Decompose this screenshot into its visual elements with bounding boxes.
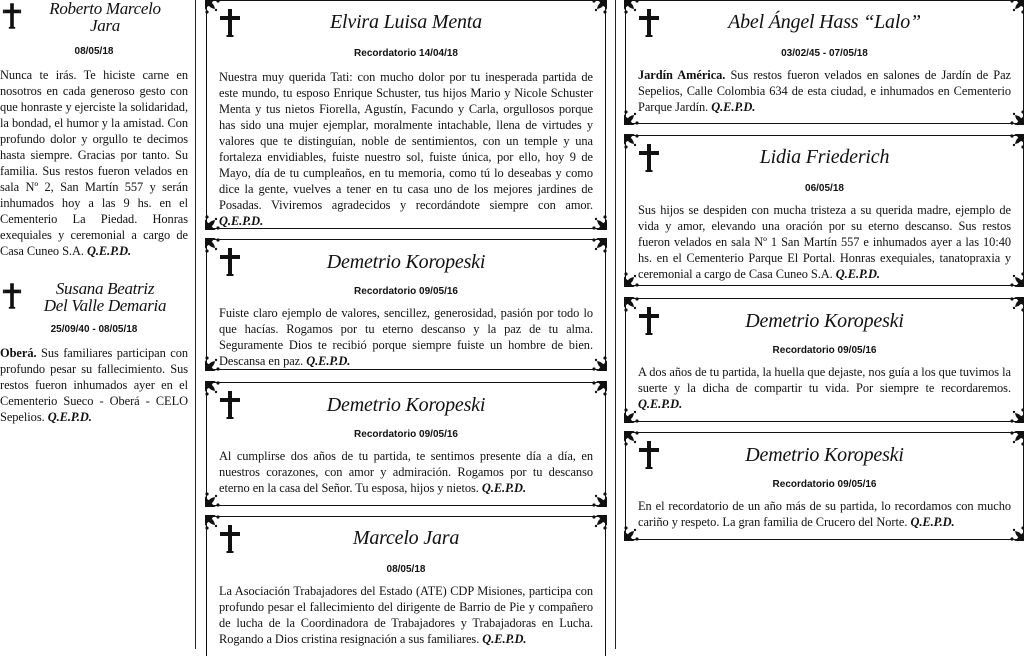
corner-ornament-icon	[1006, 268, 1024, 288]
corner-ornament-icon	[623, 106, 643, 126]
corner-ornament-icon	[588, 237, 608, 257]
corner-ornament-icon	[588, 352, 608, 372]
cross-icon	[638, 307, 660, 335]
obituary-marcelo-jara-ate	[206, 516, 606, 656]
corner-ornament-icon	[1006, 0, 1024, 18]
notice-text: Nunca te irás. Te hiciste carne en nosotros en cada generoso gesto con que honraste y ejerciste la solidaridad, la bondad, el humor y la amistad. Con profundo dolor y orgullo te decimos hasta siempre. Gracias por tanto. Su familia. Sus restos fueron velados en sala Nº 2, San Martín 557 y serán inhumados hoy a las 9 hs. en el Cementerio La Piedad. Honras exequiales y ceremonial a cargo de Casa Cuneo S.A. Q.E.P.D.	[0, 68, 188, 258]
deceased-name: Lidia Friederich	[759, 146, 890, 168]
obituary-lidia-friederich	[625, 135, 1024, 286]
corner-ornament-icon	[1006, 404, 1024, 424]
obituary-elvira-menta	[206, 0, 606, 229]
cross-icon	[219, 391, 241, 419]
notice-date: 08/05/18	[386, 564, 426, 575]
deceased-name: Elvira Luisa Menta	[330, 11, 482, 33]
notice-text: Jardín América. Sus restos fueron velados en salones de Jardín de Paz Sepelios, Calle Colombia 634 de esta ciudad, e inhumados en Cementerio Parque Jardín. Q.E.P.D.	[638, 68, 1011, 114]
deceased-name: Roberto Marcelo Jara	[49, 0, 161, 35]
corner-ornament-icon	[588, 0, 608, 18]
deceased-name: Susana Beatriz Del Valle Demaria	[43, 279, 167, 315]
deceased-name: Demetrio Koropeski	[326, 394, 486, 416]
notice-text: Oberá. Sus familiares participan con profundo pesar su fallecimiento. Sus restos fueron inhumados ayer en el Cementerio Sueco - Oberá - CELO Sepelios. Q.E.P.D.	[0, 346, 188, 424]
notice-text: A dos años de tu partida, la huella que dejaste, nos guía a los que tuvimos la suerte y la dicha de compartir tu vida. Por siempre te recordaremos. Q.E.P.D.	[638, 365, 1011, 411]
cross-icon	[219, 9, 241, 37]
corner-ornament-icon	[588, 211, 608, 231]
deceased-name: Demetrio Koropeski	[745, 310, 904, 332]
obituary-susana-demaria	[0, 280, 188, 425]
corner-ornament-icon	[1006, 133, 1024, 153]
corner-ornament-icon	[204, 211, 224, 231]
deceased-name: Demetrio Koropeski	[745, 444, 904, 466]
column-rule-left	[195, 0, 196, 649]
notice-date: Recordatorio 14/04/18	[354, 48, 458, 59]
deceased-name: Demetrio Koropeski	[326, 251, 486, 273]
notice-date: 03/02/45 - 07/05/18	[781, 48, 868, 59]
obituary-roberto-jara	[0, 0, 188, 268]
corner-ornament-icon	[204, 488, 224, 508]
notice-date: Recordatorio 09/05/16	[772, 345, 877, 356]
notice-text: Nuestra muy querida Tati: con mucho dolor por tu inesperada partida de este mundo, tu esposo Enrique Schuster, tus hijos Mario y Nicole Schuster Menta y tus nietos Fiorella, Agustín, Facundo y Carla, orgullosos porque has sido una mujer ejemplar, moralmente intachable, llena de virtudes y valores que te distinguían, noble de sentimientos, con un temple y una fortaleza envidiables, fuiste nuestro sol, fuiste única, por ello, hoy 9 de Mayo, día de tu cumpleaños, en tu memoria, como tú lo deseabas y como dice la gente, vuelves a tener en tu casa uno de los mejores jardines de Posadas. Viviremos agradecidos y recordándote siempre con amor. Q.E.P.D.	[219, 70, 593, 228]
corner-ornament-icon	[588, 514, 608, 534]
cross-icon	[219, 248, 241, 276]
notice-date: Recordatorio 09/05/16	[354, 286, 458, 297]
corner-ornament-icon	[623, 268, 643, 288]
corner-ornament-icon	[623, 522, 643, 542]
notice-date: Recordatorio 09/05/16	[354, 429, 458, 440]
notice-text: Sus hijos se despiden con mucha tristeza a su querida madre, ejemplo de vida y amor, elevando una oración por su eterno descanso. Sus restos fueron velados en sala Nº 1 San Martín 557 e inhumados ayer a las 10:40 hs. en el Cementerio Parque El Portal. Honras exequiales, tanatopraxia y ceremonial a cargo de Casa Cuneo S.A. Q.E.P.D.	[638, 203, 1011, 281]
corner-ornament-icon	[204, 352, 224, 372]
notice-date: Recordatorio 09/05/16	[772, 479, 877, 490]
corner-ornament-icon	[1006, 296, 1024, 316]
column-left	[0, 0, 188, 425]
corner-ornament-icon	[1006, 430, 1024, 450]
corner-ornament-icon	[588, 380, 608, 400]
obituary-abel-hass	[625, 0, 1024, 124]
cross-icon	[638, 9, 660, 37]
notice-text: En el recordatorio de un año más de su partida, lo recordamos con mucho cariño y respeto. La gran familia de Crucero del Norte. Q.E.P.D.	[638, 499, 1011, 529]
remembrance-demetrio-3	[625, 298, 1024, 422]
column-rule-right	[615, 0, 616, 649]
remembrance-demetrio-1	[206, 239, 606, 370]
remembrance-demetrio-2	[206, 382, 606, 506]
corner-ornament-icon	[1006, 106, 1024, 126]
cross-icon	[2, 283, 22, 309]
notice-date: 08/05/18	[74, 46, 114, 57]
corner-ornament-icon	[588, 488, 608, 508]
deceased-name: Marcelo Jara	[352, 527, 460, 549]
cross-icon	[219, 525, 241, 553]
cross-icon	[638, 144, 660, 172]
notice-text: La Asociación Trabajadores del Estado (ATE) CDP Misiones, participa con profundo pesar el fallecimiento del dirigente de Barrio de Pie y compañero de lucha de la Coordinadora de Trabajadores y Trabajadoras en Lucha. Rogando a Dios cristina resignación a sus familiares. Q.E.P.D.	[219, 584, 593, 646]
corner-ornament-icon	[623, 404, 643, 424]
cross-icon	[638, 441, 660, 469]
cross-icon	[2, 3, 22, 29]
notice-date: 25/09/40 - 08/05/18	[50, 324, 138, 335]
notice-text: Al cumplirse dos años de tu partida, te sentimos presente día a día, en nuestros corazones, con amor y admiración. Rogamos por tu descanso eterno en la casa del Señor. Tu esposa, hijos y nietos. Q.E.P.D.	[219, 449, 593, 495]
notice-text: Fuiste claro ejemplo de valores, sencillez, generosidad, pasión por todo lo que hacías. Rogamos por tu eterno descanso y la paz de tu alma. Seguramente Dios te recibió porque siempre fuiste un hombre de bien. Descansa en paz. Q.E.P.D.	[219, 306, 593, 368]
corner-ornament-icon	[1006, 522, 1024, 542]
deceased-name: Abel Ángel Hass “Lalo”	[728, 11, 921, 33]
notice-date: 06/05/18	[805, 183, 844, 194]
remembrance-demetrio-4	[625, 432, 1024, 540]
